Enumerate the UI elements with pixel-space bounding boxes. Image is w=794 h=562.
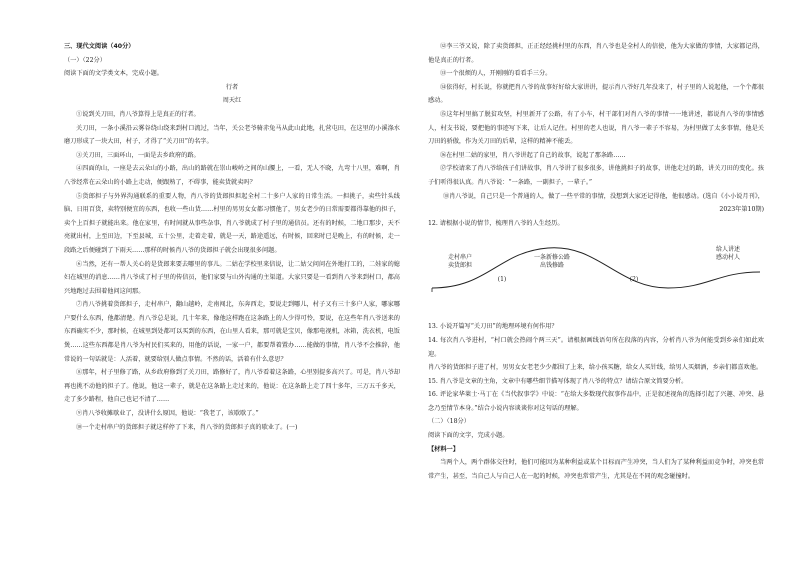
story-paragraph: ⑫李三爷又说，除了卖货郎担，正正经经挑村里的东西，肖八爷也是全村人的信使，他为大家做的事情，大家都记得，他是真正的行者。 [428, 43, 764, 64]
story-paragraph: ⑥当然，还有一帮人关心的是货郎来要去哪里的事儿。二姑在学校里来信说，让二姑父问问在外地打工的，二娃家的媳妇在城里的消息……肖八爷成了村子里的传信员，他们家要与山外沟通的主渠道。大家只要是一看到肖八爷来到村口，都高兴地跑过去围着他问这问那。 [64, 260, 400, 295]
story-source: ⑱肖八爷说，自己只是一个普通的人，做了一些平常的事情，没想到大家还记得他，他很感动。(选自《小小说月刊》，2023年第10期) [442, 192, 764, 214]
subsection-two: （二）（18分） [428, 418, 470, 426]
story-author: 周天红 [222, 97, 242, 105]
diagram-label-left: 走村串户 卖货郎担 [447, 254, 472, 270]
material-one-heading: 【材料一】 [428, 445, 459, 453]
story-paragraph: ③关刀田，三面环山，一面是去乡政府的路。 [76, 151, 200, 159]
diagram-label-right: 给人讲述 感动村人 [715, 246, 740, 262]
story-title: 行者 [225, 83, 239, 91]
plot-curve [428, 232, 764, 316]
question-13: 13. 小说开篇写“关刀田”的地理环境有何作用？ [428, 323, 558, 331]
story-paragraph: ⑩一个走村串户的货郎担子就这样停了下来，肖八爷的货郎担子真的歇业了。(一) [76, 423, 298, 431]
plot-diagram [428, 232, 764, 316]
material-one-text: 当两个人，两个群体交往时，他们可能因为某种利益或某个目标而产生冲突，当人们为了某种利益而竞争时，冲突也常常产生，甚至，当自己人与自己人在一起的时候，冲突也常常产生，尤其是在不同的观念碰撞时。 [428, 459, 764, 480]
story-paragraph: 关刀田，一条小溪沿云雾谷绕山绕来到村口流过，当年，关公老爷骑赤兔马从此山此地，扎营屯田，在这里的小溪涤水磨刀形成了一块大田，村子，才得了“关刀田”的名字。 [64, 124, 400, 146]
question-16: 16. 评论家华莱士·马丁在《当代叙事学》中说：“在给大多数现代叙事作品中，正是叙述视角的选择引起了兴趣、冲突、悬念乃至情节本身。”结合小说内容谈谈你对这句话的理解。 [428, 391, 764, 412]
reading-instruction: 阅读下面的文学类文本，完成小题。 [64, 70, 163, 78]
story-paragraph: ⑮这年村里搞了脱贫攻坚，村里新开了公路，有了小车，村干部们对肖八爷的事情一一地讲述，都说肖八爷的事情感人，村支书说，要把他的事迹写下来，让后人记住。村里的老人也说，肖八爷一辈子不容易，为村里做了太多事情，他是关刀田的骄傲，作为关刀田的后辈，这样的精神不能丢。 [428, 110, 764, 146]
question-15: 15. 肖八爷是文章的主角，文章中有哪些细节描写体现了肖八爷的特点？请结合原文简要分析。 [428, 377, 688, 385]
diagram-blank-1: (1) [497, 276, 507, 284]
left-column [64, 40, 400, 434]
diagram-blank-2: (2) [629, 276, 639, 284]
question-14-quote: 肖八爷的货郎担子进了村，男男女女老老少少都围了上来，给小孩买糖，给女人买针线，给男人买烟酒，乡亲们都喜欢他。 [428, 364, 763, 372]
story-paragraph: ⑦肖八爷挑着货郎担子，走村串户，翻山越岭，走南闯北，东奔西走，要说走到哪儿，村子又有三十多户人家，哪家哪户要什么东西，他都清楚。肖八爷总是说，几十年来，像他这样跑在这条路上的人少得可怜，要说，在这些年肖八爷送来的东西确实不少，那时候，在城里到处都可以买到的东西，在山里人看来，那可就是宝贝，像那电视机，冰箱，洗衣机，电饭煲……这些东西都是肖八爷为村民们买来的，用他的话说，一家一户，都要帮着置办……能做的事情，肖八爷不会推辞，他常说的一句话就是：人活着，就要给别人做点事情。不然的话，活着有什么意思？ [64, 301, 400, 363]
story-paragraph: ⑤货郎担子与外界沟通联系的重要人物，肖八爷的货郎担担起全村二十多户人家的日常生活。一担挑子，卖些针头线脑、日用百货，卖特别便宜的东西，也收一些山货……村里的男男女女都习惯他了，男女老少的日常需要都得靠他的担子，卖个上百担子就能出来。他在家里，有时间就从事些杂事，肖八爷就成了村子里的通信员。还有的时候，二地口那步，天不亮就出村，上至田边，下至县城，五十公里，走着走着，就是一天，路途遥远，有时候，回来时已是晚上，有的时候，走一段路之后便碰到了下雨天……那样的时候肖八爷的货郎担子就会出现很多问题。 [64, 192, 400, 254]
story-paragraph: ①说到关刀田，肖八爷算得上是真正的行者。 [76, 110, 200, 118]
right-column [428, 40, 764, 483]
story-paragraph: ⑨肖八爷收摊歇业了，没讲什么原因，他说：“我老了，该歇歇了。” [76, 410, 259, 418]
story-paragraph: ⑬一个很烦的人，开刚刚的看看手三分。 [440, 70, 552, 78]
section-heading: 三、现代文阅读（40分） [64, 43, 135, 50]
story-paragraph: ⑧那年，村子里修了路，从乡政府修到了关刀田，路修好了，肖八爷看着这条路，心里别提多高兴了。可是，肖八爷却再也挑不动他的担子了。他说，他这一辈子，就是在这条路上走过来的，他说：在这条路上走了四十多年，三万五千多天，走了多少路程，他自己也记不清了…… [64, 369, 400, 404]
story-paragraph: ⑰学校请来了肖八爷给孩子们讲故事，肖八爷讲了很多很多，讲他挑担子的故事，讲他走过的路，讲关刀田的变化。孩子们听得很认真。肖八爷说：“一条路，一副担子，一辈子。” [428, 165, 764, 186]
subsection-one: （一）（22分） [64, 56, 106, 64]
question-12: 12. 请根据小说的情节，梳理肖八爷的人生经历。 [428, 219, 564, 227]
story-paragraph: ④四面的山，一座是去云朵山的小路，出山的路就在崇山峻岭之间的山腰上，一看，无人不晓，九弯十八里，难啊，肖八爷经常在云朵山的小路上走动，便跟熟了，不碍事，能卖货就卖吗？ [64, 165, 400, 186]
diagram-label-middle: 一条新修公路 出钱修路 [533, 254, 570, 270]
story-paragraph: ⑭依得好，村长说，你就把肖八爷的故事好好给大家讲讲，提示肖八爷好几年没来了，村子里的人说起他，一个个都很感动。 [428, 83, 764, 105]
story-paragraph: ⑯在村里二姑的家里，肖八爷讲起了自己的故事，说起了那条路…… [440, 151, 626, 159]
question-14: 14. 每次肖八爷进村，“村口就会热闹个两三天”。请根据画线语句所在段落的内容，分析肖八爷为何能受到乡亲们如此欢迎。 [428, 336, 764, 358]
reading-instruction-2: 阅读下面的文字，完成小题。 [428, 432, 509, 440]
